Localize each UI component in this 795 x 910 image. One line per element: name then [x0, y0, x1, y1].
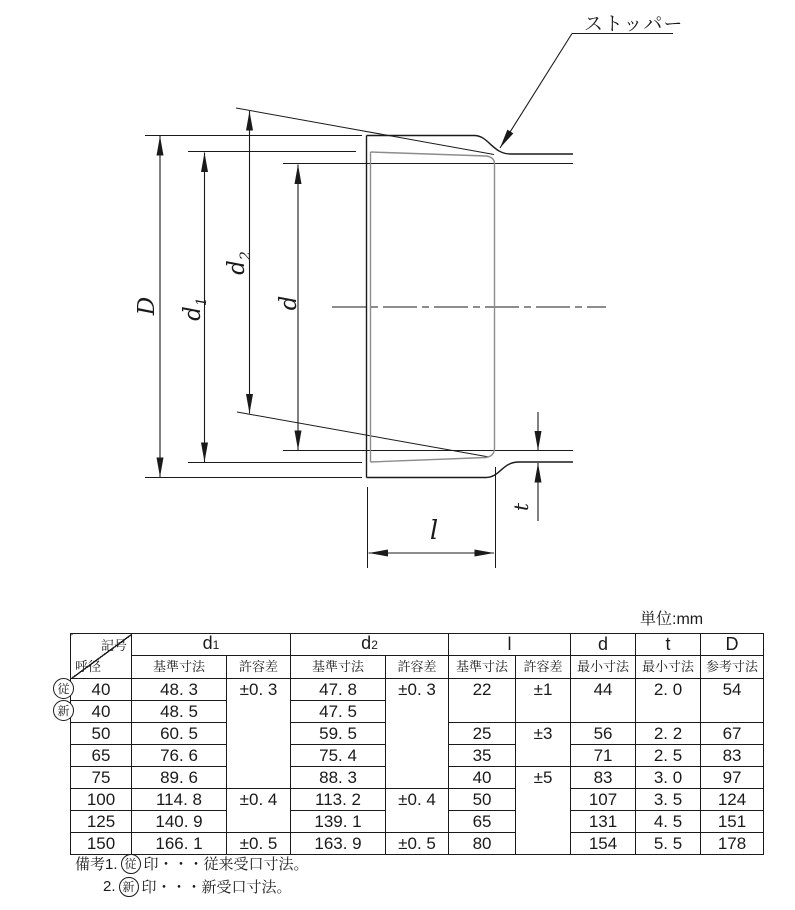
footnote-1: [75, 853, 309, 874]
dim-label-D: D: [134, 296, 160, 316]
subheader-min: 最小寸法: [571, 656, 636, 679]
cell-t: 3. 0: [636, 767, 701, 789]
cell-d1-tol: ±0. 3: [227, 679, 291, 789]
cell-d2: 139. 1: [291, 811, 386, 833]
table-row: [71, 789, 764, 811]
cell-d: 154: [571, 833, 636, 855]
cell-l: 22: [449, 679, 516, 723]
cell-D: 97: [701, 767, 764, 789]
cell-d2-tol: ±0. 4: [386, 789, 449, 833]
col-header-d: d: [571, 634, 636, 656]
cell-D: 67: [701, 723, 764, 745]
cell-d: 44: [571, 679, 636, 723]
unit-label: 単位:mm: [640, 611, 704, 628]
row-mark-new: 新: [53, 700, 74, 721]
cell-l: 65: [449, 811, 516, 833]
cell-l-tol: ±1: [516, 679, 571, 723]
cell-d: 71: [571, 745, 636, 767]
subheader-tol: 許容差: [516, 656, 571, 679]
cell-d1: 48. 5: [132, 701, 227, 723]
col-header-l: l: [449, 634, 571, 656]
dimension-table: [70, 633, 764, 855]
cell-d1: 76. 6: [132, 745, 227, 767]
col-header-D: D: [701, 634, 764, 656]
extension-lines: [145, 108, 573, 568]
corner-label-diameter: 呼径: [75, 659, 102, 674]
col-header-t: t: [636, 634, 701, 656]
stopper-leader: [500, 34, 673, 149]
footnote-1-text: 印・・・従来受口寸法。: [143, 856, 309, 873]
subheader-basic: 基準寸法: [291, 656, 386, 679]
corner-header-cell: [71, 634, 132, 679]
dim-label-d2: $d_2$: [224, 251, 254, 275]
cell-size: 100: [71, 789, 132, 811]
subheader-ref: 参考寸法: [701, 656, 764, 679]
cell-d1: 60. 5: [132, 723, 227, 745]
cell-size: 40: [71, 701, 132, 723]
cell-D: 124: [701, 789, 764, 811]
cell-t: 5. 5: [636, 833, 701, 855]
cell-d1: 89. 6: [132, 767, 227, 789]
cell-size: 150: [71, 833, 132, 855]
cell-d1: 166. 1: [132, 833, 227, 855]
subheader-basic: 基準寸法: [132, 656, 227, 679]
dim-label-t: t: [509, 502, 533, 512]
cell-t: 2. 5: [636, 745, 701, 767]
row-mark-conventional: 従: [53, 678, 74, 699]
dim-label-d: d: [276, 295, 302, 311]
cell-D: 178: [701, 833, 764, 855]
cell-d2: 59. 5: [291, 723, 386, 745]
cell-D: 151: [701, 811, 764, 833]
dim-label-d1: $d_1$: [180, 297, 210, 321]
cell-l: 50: [449, 789, 516, 811]
cell-d: 83: [571, 767, 636, 789]
cell-D: 83: [701, 745, 764, 767]
cell-d: 107: [571, 789, 636, 811]
taper-line-top: [236, 108, 494, 155]
table-row: [71, 833, 764, 855]
col-header-d1: d1: [132, 634, 291, 656]
cell-d1-tol: ±0. 5: [227, 833, 291, 855]
cell-t: 2. 0: [636, 679, 701, 723]
cell-size: 125: [71, 811, 132, 833]
subheader-min: 最小寸法: [636, 656, 701, 679]
cell-size: 50: [71, 723, 132, 745]
footnote-1-circled-mark: 従: [121, 854, 141, 874]
dimension-lines: [160, 111, 538, 553]
cell-t: 4. 5: [636, 811, 701, 833]
cell-t: 3. 5: [636, 789, 701, 811]
cell-d1: 48. 3: [132, 679, 227, 701]
cell-d2-tol: ±0. 5: [386, 833, 449, 855]
cell-d2-tol: ±0. 3: [386, 679, 449, 789]
footnote-2: [103, 876, 292, 897]
cell-d1-tol: ±0. 4: [227, 789, 291, 833]
subheader-tol: 許容差: [386, 656, 449, 679]
stopper-label: ストッパー: [584, 14, 684, 35]
table-row: [71, 679, 764, 701]
corner-label-symbol: 記号: [100, 638, 127, 653]
cell-l: 40: [449, 767, 516, 789]
cell-size: 75: [71, 767, 132, 789]
cell-l-tol: ±5: [516, 767, 571, 855]
cell-D: 54: [701, 679, 764, 723]
cell-l-tol: ±3: [516, 723, 571, 767]
footnote-1-prefix: 備考1.: [75, 856, 118, 873]
cell-d2: 75. 4: [291, 745, 386, 767]
cell-d2: 88. 3: [291, 767, 386, 789]
cell-l: 25: [449, 723, 516, 745]
col-header-d2: d2: [291, 634, 449, 656]
subheader-tol: 許容差: [227, 656, 291, 679]
cell-l: 80: [449, 833, 516, 855]
footnote-2-prefix: 2.: [103, 878, 116, 895]
footnote-2-circled-mark: 新: [119, 877, 139, 897]
cell-t: 2. 2: [636, 723, 701, 745]
cell-d2: 47. 8: [291, 679, 386, 701]
footnote-2-text: 印・・・新受口寸法。: [141, 879, 292, 896]
dim-label-l: l: [429, 516, 439, 546]
cell-d: 56: [571, 723, 636, 745]
subheader-basic: 基準寸法: [449, 656, 516, 679]
cell-d2: 113. 2: [291, 789, 386, 811]
cell-d1: 140. 9: [132, 811, 227, 833]
cell-d1: 114. 8: [132, 789, 227, 811]
cell-d2: 163. 9: [291, 833, 386, 855]
cell-d: 131: [571, 811, 636, 833]
cell-size: 40: [71, 679, 132, 701]
cell-d2: 47. 5: [291, 701, 386, 723]
cell-size: 65: [71, 745, 132, 767]
cell-l: 35: [449, 745, 516, 767]
